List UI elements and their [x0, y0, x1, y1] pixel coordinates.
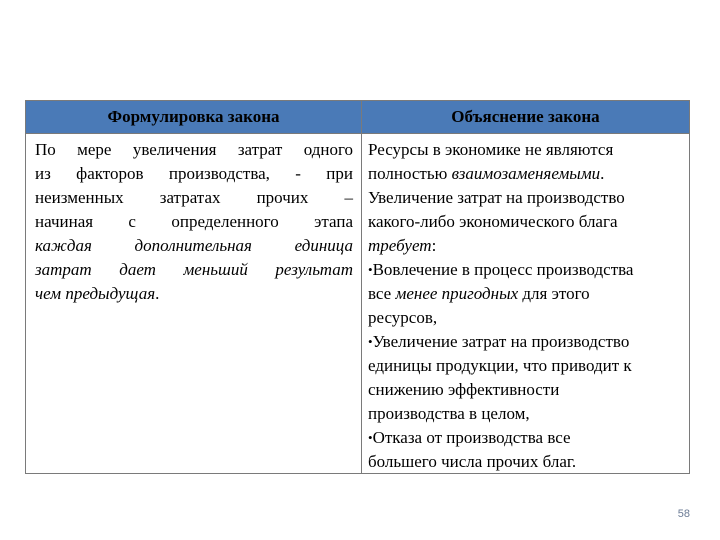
explanation-line: ресурсов,	[368, 308, 438, 327]
explanation-line: Увеличение затрат на производство	[368, 188, 625, 207]
formulation-line: из факторов производства, - при	[35, 164, 353, 183]
law-table	[25, 100, 690, 474]
explanation-line: Ресурсы в экономике не являются	[368, 140, 614, 159]
table-header-row	[26, 101, 689, 134]
explanation-line: •Отказа от производства все	[368, 428, 571, 447]
header-explanation: Объяснение закона	[451, 107, 600, 126]
formulation-cell	[35, 138, 353, 306]
column-divider	[361, 101, 362, 473]
explanation-cell	[368, 138, 688, 474]
header-formulation: Формулировка закона	[107, 107, 280, 126]
bullet-icon: •	[368, 334, 373, 349]
bullet-icon: •	[368, 430, 373, 445]
explanation-line: производства в целом,	[368, 404, 530, 423]
explanation-line: •Вовлечение в процесс производства	[368, 260, 634, 279]
explanation-line: •Увеличение затрат на производство	[368, 332, 630, 351]
formulation-line: чем предыдущая.	[35, 284, 160, 303]
formulation-line: затрат дает меньший результат	[35, 260, 353, 279]
explanation-line: все менее пригодных для этого	[368, 284, 590, 303]
bullet-icon: •	[368, 262, 373, 277]
explanation-line: требует:	[368, 236, 437, 255]
formulation-line: По мере увеличения затрат одного	[35, 140, 353, 159]
explanation-line: полностью взаимозаменяемыми.	[368, 164, 605, 183]
explanation-line: какого-либо экономического блага	[368, 212, 618, 231]
explanation-line: снижению эффективности	[368, 380, 560, 399]
explanation-line: единицы продукции, что приводит к	[368, 356, 632, 375]
page-number: 58	[677, 508, 690, 520]
formulation-line: начиная с определенного этапа	[35, 212, 353, 231]
formulation-line: каждая дополнительная единица	[35, 236, 353, 255]
formulation-line: неизменных затратах прочих –	[35, 188, 353, 207]
explanation-line: большего числа прочих благ.	[368, 452, 577, 471]
